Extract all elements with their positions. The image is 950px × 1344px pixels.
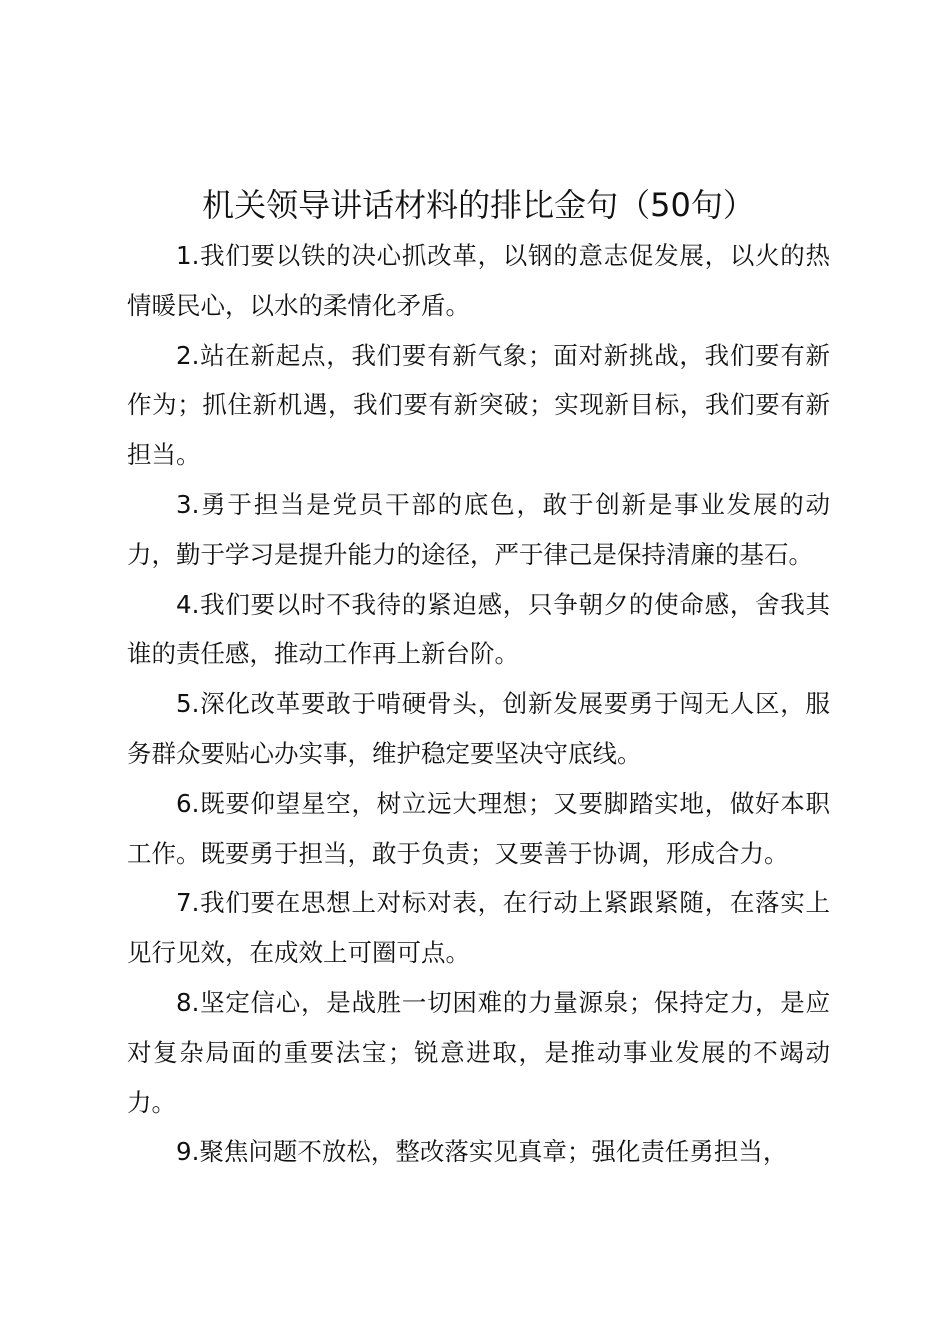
paragraph-2: 2.站在新起点，我们要有新气象；面对新挑战，我们要有新作为；抓住新机遇，我们要有新突破；实现新目标，我们要有新担当。 <box>127 340 830 470</box>
paragraph-5: 5.深化改革要敢于啃硬骨头，创新发展要勇于闯无人区，服务群众要贴心办实事，维护稳定要坚决守底线。 <box>127 689 830 768</box>
paragraph-8: 8.坚定信心，是战胜一切困难的力量源泉；保持定力，是应对复杂局面的重要法宝；锐意进取，是推动事业发展的不竭动力。 <box>127 987 830 1117</box>
paragraph-4: 4.我们要以时不我待的紧迫感，只争朝夕的使命感，舍我其谁的责任感，推动工作再上新台阶。 <box>127 589 830 669</box>
document-title: 机关领导讲话材料的排比金句（50句） <box>202 186 755 224</box>
paragraph-1: 1.我们要以铁的决心抓改革，以钢的意志促发展，以火的热情暖民心，以水的柔情化矛盾。 <box>127 241 830 320</box>
paragraph-9: 9.聚焦问题不放松，整改落实见真章；强化责任勇担当， <box>176 1137 788 1167</box>
document-body <box>127 231 830 1177</box>
paragraph-7: 7.我们要在思想上对标对表，在行动上紧跟紧随，在落实上见行见效，在成效上可圈可点。 <box>127 888 830 968</box>
paragraph-6: 6.既要仰望星空，树立远大理想；又要脚踏实地，做好本职工作。既要勇于担当，敢于负责；又要善于协调，形成合力。 <box>127 788 830 868</box>
paragraph-3: 3.勇于担当是党员干部的底色，敢于创新是事业发展的动力，勤于学习是提升能力的途径，严于律己是保持清廉的基石。 <box>127 489 830 569</box>
